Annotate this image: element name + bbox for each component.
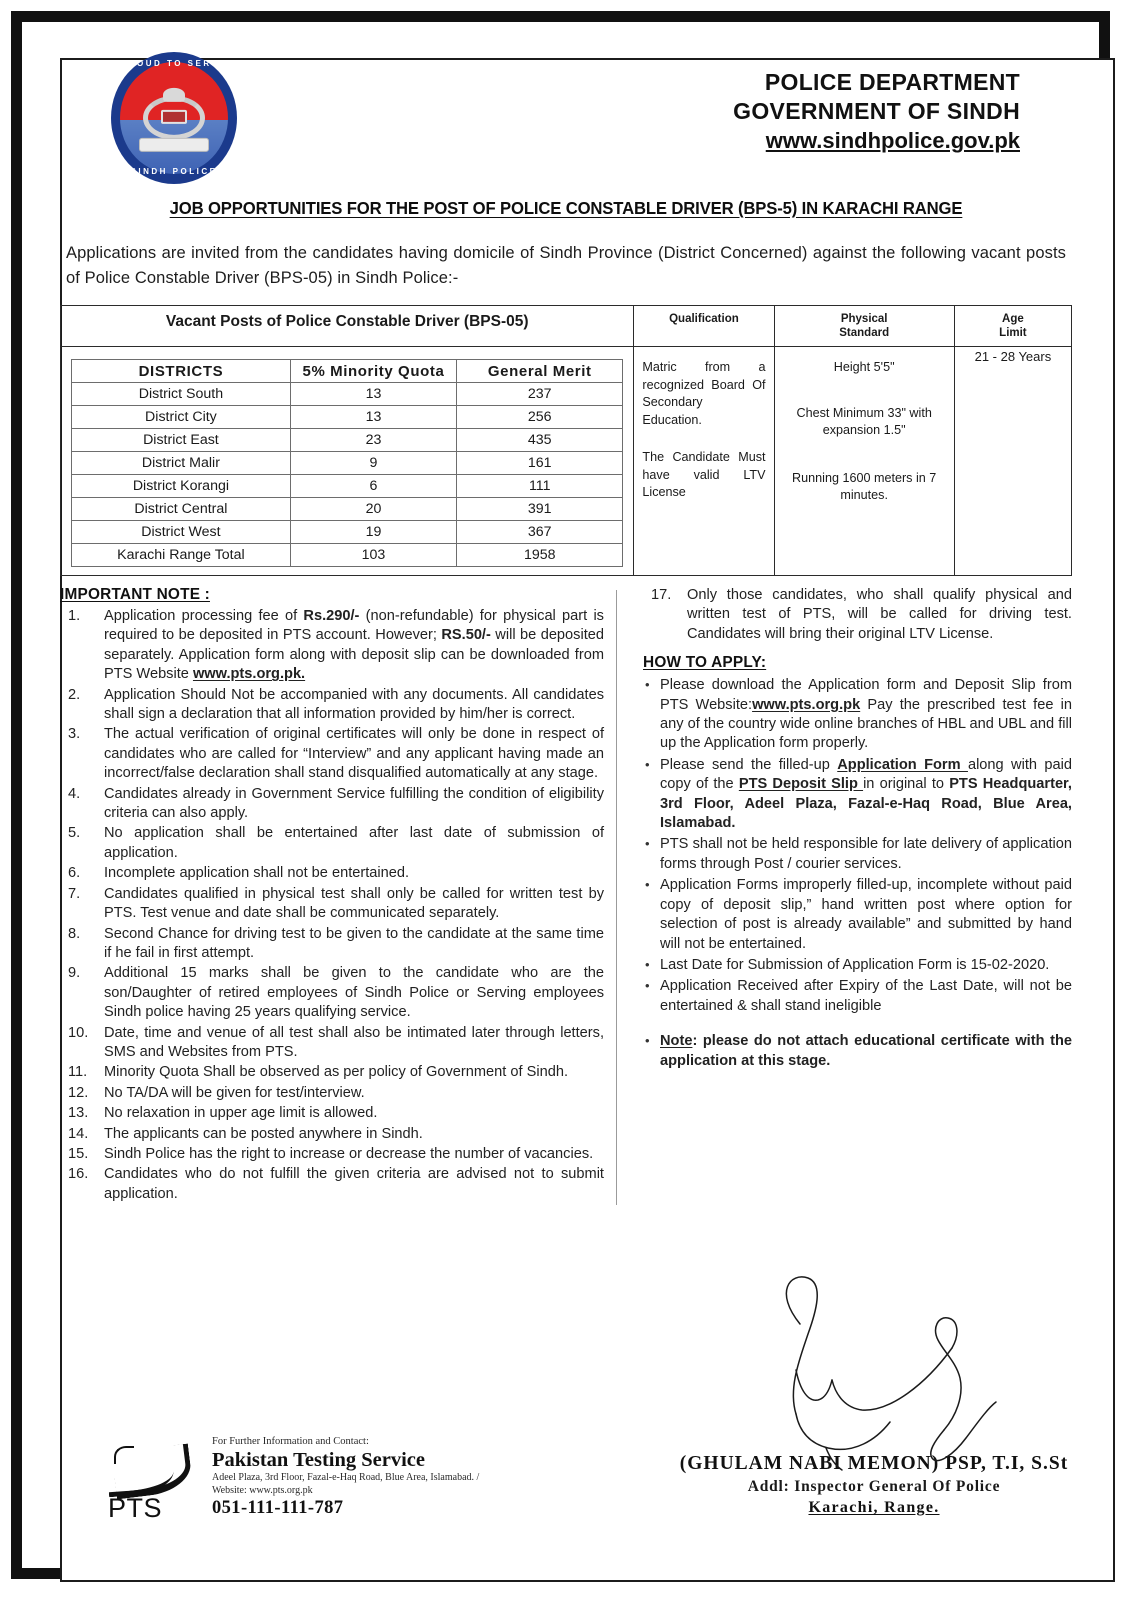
district-name-cell: District East: [72, 429, 291, 452]
general-merit-cell: 367: [457, 521, 623, 544]
important-note-item-17: [643, 586, 1072, 644]
note-item: [60, 1063, 604, 1082]
table-header-age-limit: [954, 306, 1071, 347]
note-text: Minority Quota Shall be observed as per policy of Government of Sindh.: [104, 1064, 568, 1081]
age-limit-cell: 21 - 28 Years: [954, 347, 1071, 576]
note-item: [60, 1104, 604, 1123]
qualification-text-2: The Candidate Must have valid LTV License: [642, 450, 766, 499]
table-header-physical-standard: [774, 306, 954, 347]
general-merit-cell: 161: [457, 452, 623, 475]
note-number: 15.: [68, 1145, 89, 1162]
pts-text-block: [212, 1435, 479, 1522]
note-number: 9.: [68, 965, 81, 982]
badge-bottom-text: SINDH POLICE: [130, 167, 218, 176]
page-footer: [108, 1435, 1120, 1522]
note-text: No relaxation in upper age limit is allowed.: [104, 1105, 378, 1122]
note-item: [60, 725, 604, 783]
note-text: The actual verification of original certificates will only be done in respect of candidates who are called for “Interview” and any applicant having made an incorrect/false declaration shall stand disqualified automatically at any stage.: [104, 726, 604, 782]
logo-container: [60, 52, 264, 184]
note-text: Incomplete application shall not be entertained.: [104, 865, 410, 882]
note-number: 17.: [651, 587, 672, 603]
note-item: [60, 1084, 604, 1103]
poster-content: [48, 44, 1084, 1552]
note-text: Sindh Police has the right to increase or decrease the number of vacancies.: [104, 1145, 594, 1162]
districts-header-row: [72, 360, 623, 383]
intro-paragraph: Applications are invited from the candidates having domicile of Sindh Province (District Concerned) against the following vacant posts of Police Constable Driver (BPS-05) in Sindh Police:-: [66, 244, 1066, 287]
table-row: [72, 475, 623, 498]
table-body-row: [61, 347, 1072, 576]
general-merit-cell: 391: [457, 498, 623, 521]
minority-quota-cell: 20: [290, 498, 456, 521]
signatory-range: Karachi, Range.: [808, 1499, 940, 1516]
pts-logo-icon: [108, 1444, 200, 1522]
note-item: [60, 925, 604, 964]
note-number: 4.: [68, 785, 81, 802]
table-row: [72, 452, 623, 475]
note-item: [60, 964, 604, 1022]
note-number: 14.: [68, 1125, 89, 1142]
districts-table-body: [72, 383, 623, 567]
important-note-list: [60, 607, 604, 1204]
notes-left-column: [60, 586, 616, 1205]
note-item: [60, 1024, 604, 1063]
age-head-line2: Limit: [999, 327, 1027, 339]
districts-cell: [61, 347, 634, 576]
note-number: 13.: [68, 1105, 89, 1122]
note-text: No TA/DA will be given for test/interview.: [104, 1084, 365, 1101]
table-row: [72, 544, 623, 567]
table-row: [72, 406, 623, 429]
note-number: 8.: [68, 925, 81, 942]
note-text: Application processing fee of Rs.290/- (non-refundable) for physical part is required to be deposited in PTS account. However; RS.50/- will be deposited separately. Application form along with deposit slip can be downloaded from PTS Website www.pts.org.pk.: [104, 608, 604, 683]
note-item: [60, 1125, 604, 1144]
note-number: 11.: [68, 1064, 88, 1081]
page-header: [60, 44, 1072, 192]
note-item: [60, 824, 604, 863]
table-row: [72, 498, 623, 521]
minority-quota-cell: 6: [290, 475, 456, 498]
note-number: 6.: [68, 865, 81, 882]
note-item: [60, 686, 604, 725]
note-item: [60, 785, 604, 824]
department-website-link[interactable]: www.sindhpolice.gov.pk: [765, 128, 1020, 153]
badge-top-text: PROUD TO SERVE: [120, 59, 228, 68]
note-text: The applicants can be posted anywhere in Sindh.: [104, 1125, 423, 1142]
note-text: No application shall be entertained after last date of submission of application.: [104, 825, 604, 861]
note-text: Only those candidates, who shall qualify physical and written test of PTS, will be called for driving test. Candidates will bring their original LTV License.: [687, 587, 1072, 642]
physical-chest: Chest Minimum 33" with expansion 1.5": [796, 405, 932, 437]
qualification-cell: [634, 347, 774, 576]
note-number: 3.: [68, 726, 81, 743]
department-name-line2: GOVERNMENT OF SINDH: [733, 98, 1020, 124]
list-item: • Application Received after Expiry of the Last Date, will not be entertained & shall stand ineligible: [643, 977, 1072, 1016]
minority-quota-cell: 13: [290, 406, 456, 429]
department-name-line1: POLICE DEPARTMENT: [764, 69, 1020, 95]
pts-website[interactable]: Website: www.pts.org.pk: [212, 1484, 313, 1496]
note-item: [60, 885, 604, 924]
qualification-text-1: Matric from a recognized Board Of Secondary Education.: [642, 360, 766, 427]
table-row: [72, 383, 623, 406]
list-item: • Please download the Application form and Deposit Slip from PTS Website:www.pts.org.pk Pay the prescribed test fee in any of the country wide online branches of HBL and UBL and fill up the Application form properly.: [643, 676, 1072, 754]
general-merit-cell: 256: [457, 406, 623, 429]
age-head-line1: Age: [1002, 313, 1024, 325]
sindh-police-badge-icon: [111, 52, 237, 184]
note-item: [643, 586, 1072, 644]
signatory-name: (GHULAM NABI MEMON) PSP, T.I, S.St: [679, 1453, 1069, 1474]
general-merit-cell: 237: [457, 383, 623, 406]
pts-address: Adeel Plaza, 3rd Floor, Fazal-e-Haq Road, Blue Area, Islamabad. /: [212, 1472, 480, 1483]
note-text: Application Should Not be accompanied with any documents. All candidates shall sign a declaration that all information provided by him/her is correct.: [104, 686, 604, 723]
list-item: • Application Forms improperly filled-up, incomplete without paid copy of deposit slip,” hand written post where option for selection of post is already available” and submitted by hand will not be entertained.: [643, 876, 1072, 954]
general-merit-cell: 435: [457, 429, 623, 452]
note-item: [60, 1165, 604, 1204]
note-number: 7.: [68, 885, 81, 902]
district-name-cell: District Malir: [72, 452, 291, 475]
pts-logo-text: PTS: [108, 1493, 163, 1523]
page-title: JOB OPPORTUNITIES FOR THE POST OF POLICE CONSTABLE DRIVER (BPS-5) IN KARACHI RANGE: [169, 198, 963, 218]
pts-org-name: Pakistan Testing Service: [212, 1449, 425, 1471]
note-number: 12.: [68, 1084, 89, 1101]
minority-quota-cell: 19: [290, 521, 456, 544]
physical-head-line1: Physical: [840, 313, 888, 325]
note-item: [60, 1145, 604, 1164]
signature-block: [628, 1451, 1120, 1522]
note-text: Candidates who do not fulfill the given criteria are advised not to submit application.: [104, 1166, 604, 1202]
note-number: 1.: [68, 608, 81, 624]
minority-quota-cell: 23: [290, 429, 456, 452]
table-header-vacant-posts: Vacant Posts of Police Constable Driver (BPS-05): [61, 306, 634, 347]
note-item: [60, 607, 604, 685]
handwritten-signature-icon: [704, 1262, 1044, 1472]
important-note-heading: IMPORTANT NOTE :: [60, 586, 210, 603]
physical-standard-cell: [774, 347, 954, 576]
notes-section: [60, 586, 1072, 1205]
physical-head-line2: Standard: [839, 327, 890, 339]
district-name-cell: District West: [72, 521, 291, 544]
note-number: 10.: [68, 1024, 89, 1041]
districts-col-minority: 5% Minority Quota: [290, 360, 456, 383]
note-text: Candidates qualified in physical test shall only be called for written test by PTS. Test venue and date shall be communicated separately.: [104, 885, 604, 922]
table-header-row: [61, 306, 1072, 347]
list-item: • PTS shall not be held responsible for late delivery of application forms through Post / courier services.: [643, 835, 1072, 874]
district-name-cell: District Central: [72, 498, 291, 521]
district-name-cell: District Korangi: [72, 475, 291, 498]
minority-quota-cell: 103: [290, 544, 456, 567]
signatory-designation: Addl: Inspector General Of Police: [747, 1478, 1001, 1495]
district-name-cell: District City: [72, 406, 291, 429]
district-name-cell: District South: [72, 383, 291, 406]
table-header-qualification: Qualification: [634, 306, 774, 347]
note-text: Additional 15 marks shall be given to the candidate who are the son/Daughter of retired employees of Sindh Police or Serving employees Sindh police having 25 years qualifying service.: [104, 965, 604, 1021]
note-text: Candidates already in Government Service fulfilling the condition of eligibility criteria can also apply.: [104, 785, 604, 822]
pts-contact-block: [108, 1435, 628, 1522]
notes-right-column: [617, 586, 1072, 1205]
general-merit-cell: 111: [457, 475, 623, 498]
table-row: [72, 429, 623, 452]
list-item: • Please send the filled-up Application Form along with paid copy of the PTS Deposit Slip in original to PTS Headquarter, 3rd Floor, Adeel Plaza, Fazal-e-Haq Road, Blue Area, Islamabad.: [643, 756, 1072, 834]
department-heading: [264, 52, 1072, 156]
physical-height: Height 5'5": [833, 360, 895, 374]
note-item: [60, 864, 604, 883]
note-number: 5.: [68, 825, 81, 842]
note-text: Date, time and venue of all test shall also be intimated later through letters, SMS and Websites from PTS.: [104, 1024, 604, 1060]
physical-running: Running 1600 meters in 7 minutes.: [792, 470, 937, 502]
pts-contact-label: For Further Information and Contact:: [212, 1436, 369, 1447]
general-merit-cell: 1958: [457, 544, 623, 567]
vacancy-table: [60, 305, 1072, 576]
badge-crest-icon: [143, 88, 205, 146]
district-name-cell: Karachi Range Total: [72, 544, 291, 567]
list-item: • Last Date for Submission of Application Form is 15-02-2020.: [643, 956, 1072, 975]
note-text: Second Chance for driving test to be given to the candidate at the same time if he fail in first attempt.: [104, 925, 604, 961]
note-number: 2.: [68, 686, 81, 703]
list-item: • Note: please do not attach educational certificate with the application at this stage.: [643, 1032, 1072, 1071]
minority-quota-cell: 9: [290, 452, 456, 475]
how-to-apply-list: [643, 676, 1072, 1071]
note-number: 16.: [68, 1166, 89, 1183]
how-to-apply-heading: HOW TO APPLY:: [643, 654, 767, 672]
badge-ring: [111, 52, 237, 184]
table-row: [72, 521, 623, 544]
pts-phone: 051-111-111-787: [212, 1498, 344, 1518]
districts-table: [71, 359, 623, 567]
minority-quota-cell: 13: [290, 383, 456, 406]
districts-col-district: DISTRICTS: [72, 360, 291, 383]
districts-col-general: General Merit: [457, 360, 623, 383]
